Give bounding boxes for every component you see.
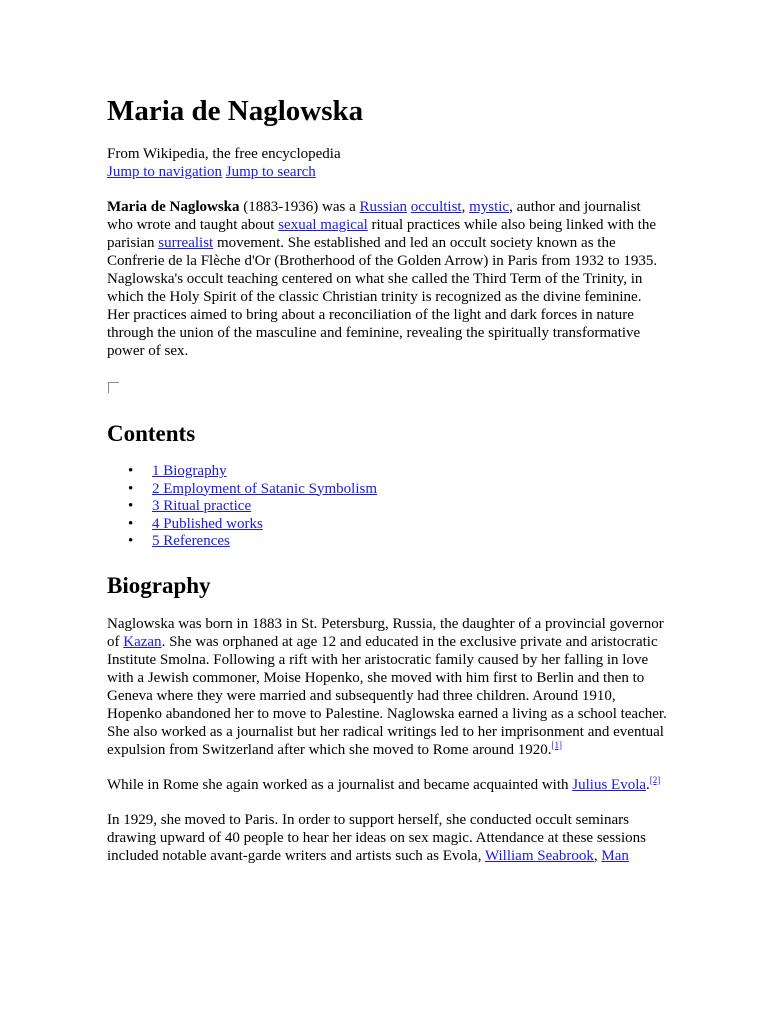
- toc-link-biography[interactable]: 1 Biography: [152, 463, 227, 479]
- article-content: [107, 95, 667, 882]
- link-man-ray[interactable]: Man: [601, 847, 629, 864]
- table-of-contents: [107, 463, 667, 551]
- jump-to-search-link[interactable]: Jump to search: [225, 164, 316, 180]
- link-occultist[interactable]: occultist: [410, 199, 462, 215]
- link-russian[interactable]: Russian: [359, 199, 407, 215]
- toc-link-ritual-practice[interactable]: 3 Ritual practice: [152, 498, 252, 514]
- toc-link-published-works[interactable]: 4 Published works: [152, 515, 263, 532]
- toc-item: [152, 498, 667, 516]
- biography-paragraph-1: Naglowska was born in 1883 in St. Petersburg, Russia, the daughter of a provincial governor of Kazan. She was orphaned at age 12 and educated in the exclusive private and aristocratic Institute Smolna. Following a rift with her aristocratic family caused by her falling in love with a Jewish commoner, Moise Hopenko, she moved with him first to Berlin and then to Geneva where they were married and subsequently had three children. Around 1910, Hopenko abandoned her to move to Palestine. Naglowska earned a living as a school teacher. She also worked as a journalist but her radical writings led to her imprisonment and eventual expulsion from Switzerland after which she moved to Rome around 1920.[1]: [107, 615, 667, 758]
- link-kazan[interactable]: Kazan: [123, 633, 162, 650]
- biography-paragraph-2: While in Rome she again worked as a journalist and became acquainted with Julius Evola.[2]: [107, 774, 661, 793]
- contents-heading: Contents: [107, 421, 196, 446]
- toc-item: [152, 533, 667, 551]
- jump-links: [107, 163, 667, 181]
- toc-item: [152, 463, 667, 481]
- jump-to-navigation-link[interactable]: Jump to navigation: [107, 164, 222, 180]
- link-julius-evola[interactable]: Julius Evola: [572, 776, 647, 793]
- intro-paragraph: Maria de Naglowska (1883-1936) was a Russian occultist, mystic, author and journalist who wrote and taught about sexual magical ritual practices while also being linked with the parisian surrealist movement. She established and led an occult society known as the Confrerie de la Flèche d'Or (Brotherhood of the Golden Arrow) in Paris from 1932 to 1935. Naglowska's occult teaching centered on what she called the Third Term of the Trinity, in which the Holy Spirit of the classic Christian trinity is recognized as the divine feminine. Her practices aimed to bring about a reconciliation of the light and dark forces in nature through the union of the masculine and feminine, revealing the spiritually transformative power of sex.: [107, 199, 658, 359]
- biography-paragraph-3: In 1929, she moved to Paris. In order to support herself, she conducted occult seminars drawing upward of 40 people to hear her ideas on sex magic. Attendance at these sessions included notable avant-garde writers and artists such as Evola, William Seabrook, Man: [107, 811, 647, 864]
- citation-2-link[interactable]: [2]: [649, 774, 661, 785]
- link-sexual-magical[interactable]: sexual magical: [278, 217, 368, 233]
- citation-1-link[interactable]: [1]: [551, 739, 562, 750]
- intro-subject: Maria de Naglowska: [107, 199, 240, 215]
- tagline: From Wikipedia, the free encyclopedia: [107, 146, 341, 162]
- biography-heading: Biography: [107, 572, 211, 598]
- toc-item: [152, 481, 667, 499]
- toc-link-satanic-symbolism[interactable]: 2 Employment of Satanic Symbolism: [152, 480, 377, 497]
- link-william-seabrook[interactable]: William Seabrook: [484, 847, 594, 864]
- page-title: Maria de Naglowska: [107, 95, 364, 127]
- link-surrealist[interactable]: surrealist: [158, 235, 214, 251]
- link-mystic[interactable]: mystic: [469, 199, 510, 215]
- toc-link-references[interactable]: 5 References: [152, 533, 230, 549]
- toc-item: [152, 516, 667, 534]
- broken-image-icon: [108, 382, 119, 393]
